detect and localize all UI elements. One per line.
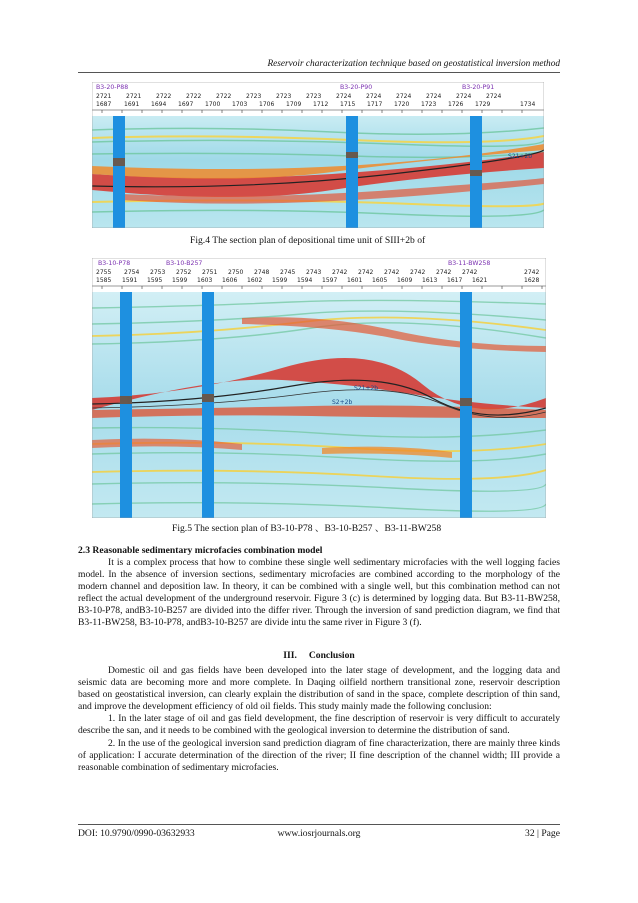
depth-label: 2721 [96, 93, 112, 100]
footer-doi: DOI: 10.9790/0990-03632933 [78, 828, 195, 839]
depth-label: 1715 [340, 101, 356, 108]
depth-label: 1734 [520, 101, 536, 108]
depth-label: 2742 [358, 269, 374, 276]
conclusion-item: 2. In the use of the geological inversion sand prediction diagram of fine characterization, there are mainly three kinds of application: I accurate determination of the direction of the river; II fine description of the channel width; III provide a reasonable combination of sedimentary microfacies. [78, 737, 560, 773]
figure-4-svg [92, 82, 544, 228]
depth-label: 1599 [272, 277, 288, 284]
figure-5-well-label: B3-10-B257 [166, 260, 203, 267]
figure-5-well-label: B3-10-P78 [98, 260, 131, 267]
depth-label: 2724 [366, 93, 382, 100]
footer-rule [78, 824, 560, 825]
depth-label: 1697 [178, 101, 194, 108]
depth-label: 2752 [176, 269, 192, 276]
section-heading: 2.3 Reasonable sedimentary microfacies combination model [78, 545, 323, 556]
footer-website: www.iosrjournals.org [277, 828, 361, 839]
depth-label: 1706 [259, 101, 275, 108]
depth-label: 1602 [247, 277, 263, 284]
depth-label: 1599 [172, 277, 188, 284]
depth-label: 2724 [396, 93, 412, 100]
depth-label: 1700 [205, 101, 221, 108]
depth-label: 1603 [197, 277, 213, 284]
figure-4-caption: Fig.4 The section plan of depositional time unit of SIII+2b of [190, 235, 426, 246]
depth-label: 2722 [156, 93, 172, 100]
depth-label: 1609 [397, 277, 413, 284]
depth-label: 2742 [384, 269, 400, 276]
depth-label: 2748 [254, 269, 270, 276]
depth-label: 2724 [336, 93, 352, 100]
running-head: Reservoir characterization technique based on geostatistical inversion method [267, 59, 560, 69]
depth-label: 2722 [216, 93, 232, 100]
depth-label: 1694 [151, 101, 167, 108]
depth-label: 2742 [410, 269, 426, 276]
depth-label: 1621 [472, 277, 488, 284]
depth-label: 1717 [367, 101, 383, 108]
depth-label: 1613 [422, 277, 438, 284]
depth-label: 1605 [372, 277, 388, 284]
section-paragraph: It is a complex process that how to combine these single well sedimentary microfacies with the well logging facies model. In the absence of inversion sections, sedimentary microfacies are combined according to the morphology of the modern channel and deposition law. In theory, it can be combined with a single well, but this combination method can not reflect the actual development of the underground reservoir. Figure 3 (c) is determined by logging data. But B3-11-BW258, B3-10-P78, andB3-10-B257 are divided into the differ river. Through the inversion of sand prediction diagram, we find that B3-11-BW258, B3-10-P78, andB3-10-B257 are divide intu the same river in Figure 3 (f). [78, 557, 560, 629]
depth-label: 1687 [96, 101, 112, 108]
figure-4-well-label: B3-20-P91 [462, 84, 495, 91]
conclusion-item: 1. In the later stage of oil and gas field development, the fine description of reservoir is very difficult to accurately describe the san, and it needs to be combined with the geological inversion to determine the distribution of sand. [78, 713, 560, 737]
header-rule [78, 72, 560, 73]
figure-4-well-label: B3-20-P88 [96, 84, 129, 91]
depth-label: 2742 [524, 269, 540, 276]
conclusion-intro: Domestic oil and gas fields have been developed into the later stage of development, and the logging data and seismic data are becoming more and more complete. In Daqing oilfield northern transitional zone, reservoir description based on geostatistical inversion, can clearly explain the distribution of sand in the space, complete description of thin sand, and improve the development efficiency of old oil fields. This study mainly made the following conclusion: [78, 665, 560, 713]
depth-label: 1601 [347, 277, 363, 284]
depth-label: 2753 [150, 269, 166, 276]
depth-label: 2743 [306, 269, 322, 276]
depth-label: 1729 [475, 101, 491, 108]
depth-label: 1709 [286, 101, 302, 108]
depth-label: 1726 [448, 101, 464, 108]
depth-label: 1617 [447, 277, 463, 284]
depth-label: 2722 [186, 93, 202, 100]
depth-label: 1691 [124, 101, 140, 108]
figure-5-horizon-label: S21+2b [354, 385, 379, 392]
figure-5-seismic-section [92, 258, 546, 518]
depth-label: 1712 [313, 101, 329, 108]
depth-label: 2742 [436, 269, 452, 276]
depth-label: 1628 [524, 277, 540, 284]
figure-4-horizon-label: S21+2b [508, 153, 533, 160]
depth-label: 2721 [126, 93, 142, 100]
figure-5-svg [92, 258, 546, 518]
depth-label: 1606 [222, 277, 238, 284]
conclusion-number: III. [283, 650, 297, 661]
depth-label: 1594 [297, 277, 313, 284]
footer-page-number: 32 | Page [525, 828, 560, 839]
depth-label: 1591 [122, 277, 138, 284]
depth-label: 1720 [394, 101, 410, 108]
figure-5-caption: Fig.5 The section plan of B3-10-P78 、B3-10-B257 、B3-11-BW258 [172, 523, 442, 534]
depth-label: 2724 [426, 93, 442, 100]
depth-label: 1595 [147, 277, 163, 284]
depth-label: 1585 [96, 277, 112, 284]
depth-label: 2723 [276, 93, 292, 100]
depth-label: 2755 [96, 269, 112, 276]
conclusion-heading [0, 650, 638, 661]
depth-label: 2751 [202, 269, 218, 276]
depth-label: 1597 [322, 277, 338, 284]
figure-5-well-label: B3-11-BW258 [448, 260, 491, 267]
conclusion-title: Conclusion [308, 650, 355, 661]
depth-label: 2750 [228, 269, 244, 276]
depth-label: 2745 [280, 269, 296, 276]
depth-label: 1703 [232, 101, 248, 108]
depth-label: 2742 [462, 269, 478, 276]
figure-5-horizon-label: S2+2b [332, 399, 353, 406]
conclusion-body [78, 665, 560, 774]
depth-label: 2724 [456, 93, 472, 100]
depth-label: 2742 [332, 269, 348, 276]
depth-label: 2723 [246, 93, 262, 100]
depth-label: 2724 [486, 93, 502, 100]
depth-label: 1723 [421, 101, 437, 108]
figure-4-seismic-section [92, 82, 544, 228]
figure-4-well-label: B3-20-P90 [340, 84, 373, 91]
depth-label: 2723 [306, 93, 322, 100]
depth-label: 2754 [124, 269, 140, 276]
